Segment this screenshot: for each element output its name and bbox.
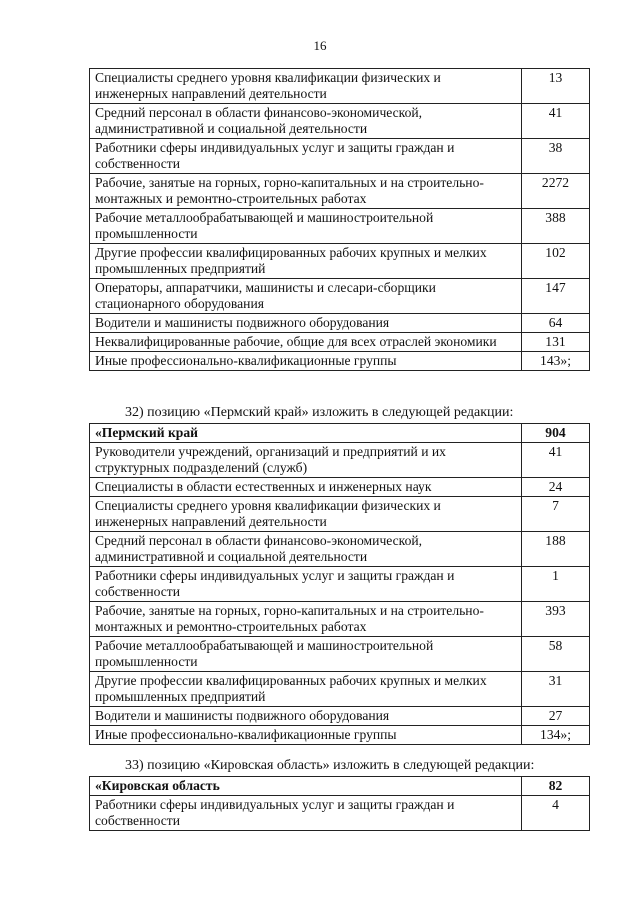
region-total: 904	[522, 424, 590, 443]
region-total: 82	[522, 777, 590, 796]
table-row	[90, 139, 590, 174]
row-value: 31	[522, 672, 590, 707]
row-label: Работники сферы индивидуальных услуг и защиты граждан и собственности	[90, 567, 522, 602]
table-row	[90, 637, 590, 672]
table-row	[90, 209, 590, 244]
table-row	[90, 333, 590, 352]
row-value: 27	[522, 707, 590, 726]
table-header-row	[90, 777, 590, 796]
row-value: 134»;	[522, 726, 590, 745]
row-label: Водители и машинисты подвижного оборудования	[90, 707, 522, 726]
row-label: Работники сферы индивидуальных услуг и защиты граждан и собственности	[90, 139, 522, 174]
row-value: 24	[522, 478, 590, 497]
row-label: Рабочие металлообрабатывающей и машиностроительной промышленности	[90, 637, 522, 672]
region-title: «Кировская область	[90, 777, 522, 796]
row-label: Водители и машинисты подвижного оборудования	[90, 314, 522, 333]
table-continuation	[89, 68, 590, 371]
row-value: 388	[522, 209, 590, 244]
row-value: 393	[522, 602, 590, 637]
row-value: 41	[522, 104, 590, 139]
row-label: Специалисты среднего уровня квалификации физических и инженерных направлений деятельности	[90, 497, 522, 532]
table-kirov-oblast	[89, 776, 590, 831]
row-label: Иные профессионально-квалификационные группы	[90, 726, 522, 745]
table-row	[90, 796, 590, 831]
row-label: Другие профессии квалифицированных рабочих крупных и мелких промышленных предприятий	[90, 672, 522, 707]
row-label: Руководители учреждений, организаций и предприятий и их структурных подразделений (служб)	[90, 443, 522, 478]
row-value: 102	[522, 244, 590, 279]
row-value: 131	[522, 333, 590, 352]
table-row	[90, 567, 590, 602]
row-value: 147	[522, 279, 590, 314]
row-value: 13	[522, 69, 590, 104]
table-row	[90, 478, 590, 497]
region-title: «Пермский край	[90, 424, 522, 443]
page-number: 16	[313, 38, 327, 53]
row-label: Рабочие, занятые на горных, горно-капитальных и на строительно-монтажных и ремонтно-строительных работах	[90, 174, 522, 209]
row-label: Специалисты среднего уровня квалификации физических и инженерных направлений деятельности	[90, 69, 522, 104]
row-label: Специалисты в области естественных и инженерных наук	[90, 478, 522, 497]
row-label: Работники сферы индивидуальных услуг и защиты граждан и собственности	[90, 796, 522, 831]
row-value: 7	[522, 497, 590, 532]
row-label: Другие профессии квалифицированных рабочих крупных и мелких промышленных предприятий	[90, 244, 522, 279]
table-perm-krai	[89, 423, 590, 745]
table-row	[90, 279, 590, 314]
table-header-row	[90, 424, 590, 443]
table-row	[90, 174, 590, 209]
table-row	[90, 532, 590, 567]
row-value: 1	[522, 567, 590, 602]
table-row	[90, 443, 590, 478]
table-row	[90, 726, 590, 745]
row-label: Рабочие металлообрабатывающей и машиностроительной промышленности	[90, 209, 522, 244]
table-row	[90, 352, 590, 371]
row-value: 2272	[522, 174, 590, 209]
table-row	[90, 244, 590, 279]
row-value: 41	[522, 443, 590, 478]
table-row	[90, 69, 590, 104]
table-row	[90, 602, 590, 637]
row-label: Рабочие, занятые на горных, горно-капитальных и на строительно-монтажных и ремонтно-строительных работах	[90, 602, 522, 637]
row-value: 143»;	[522, 352, 590, 371]
table-row	[90, 497, 590, 532]
table-row	[90, 314, 590, 333]
row-label: Средний персонал в области финансово-экономической, административной и социальной деятельности	[90, 532, 522, 567]
row-value: 58	[522, 637, 590, 672]
row-label: Операторы, аппаратчики, машинисты и слесари-сборщики стационарного оборудования	[90, 279, 522, 314]
instruction-33: 33) позицию «Кировская область» изложить в следующей редакции:	[125, 758, 535, 773]
row-label: Иные профессионально-квалификационные группы	[90, 352, 522, 371]
row-value: 38	[522, 139, 590, 174]
table-row	[90, 672, 590, 707]
row-label: Средний персонал в области финансово-экономической, административной и социальной деятельности	[90, 104, 522, 139]
row-value: 64	[522, 314, 590, 333]
instruction-32: 32) позицию «Пермский край» изложить в следующей редакции:	[125, 405, 514, 420]
row-label: Неквалифицированные рабочие, общие для всех отраслей экономики	[90, 333, 522, 352]
row-value: 188	[522, 532, 590, 567]
row-value: 4	[522, 796, 590, 831]
table-row	[90, 104, 590, 139]
table-row	[90, 707, 590, 726]
